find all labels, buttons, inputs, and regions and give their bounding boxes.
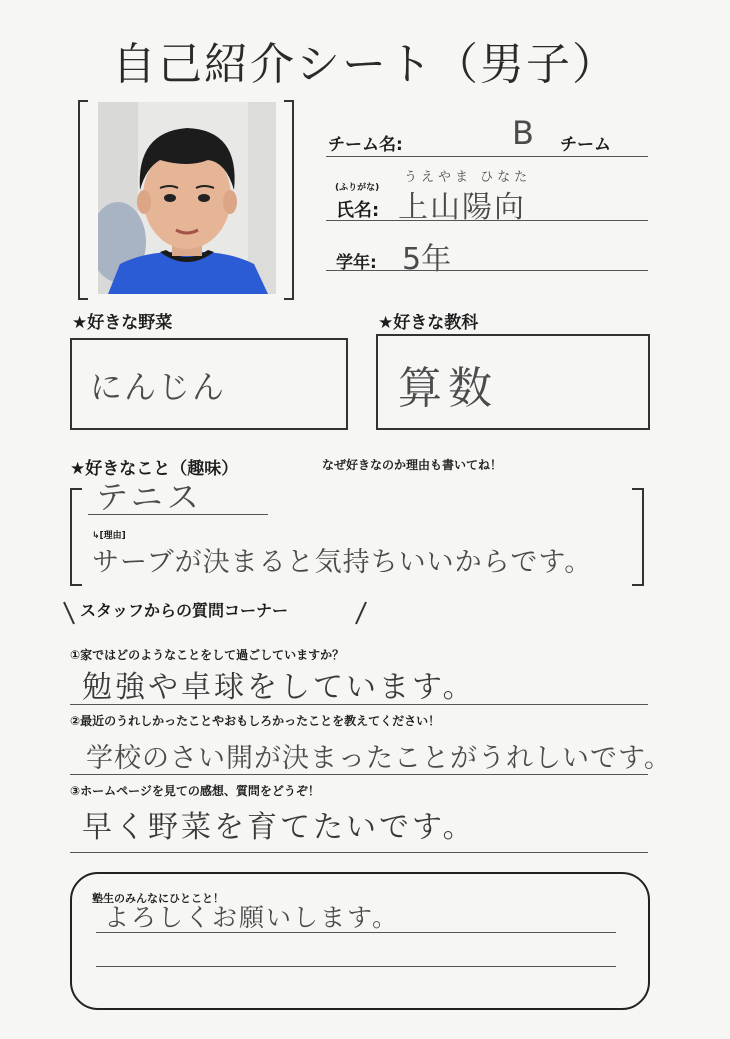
- name-label: 氏名:: [336, 200, 380, 221]
- portrait-photo: [98, 102, 276, 294]
- furigana-value: うえやま ひなた: [404, 170, 532, 185]
- message-label: 塾生のみんなにひとこと！: [92, 892, 224, 905]
- favorite-vegetable-label: ★好きな野菜: [72, 313, 173, 333]
- favorite-subject-label: ★好きな教科: [378, 313, 479, 333]
- question-3: ③ホームページを見ての感想、質問をどうぞ！: [70, 784, 320, 798]
- hobby-bracket-right: [632, 488, 644, 586]
- grade-label: 学年:: [336, 253, 377, 273]
- hobby-value: テニス: [96, 478, 203, 516]
- hobby-label: ★好きなこと（趣味）: [70, 459, 239, 479]
- team-label: チーム名:: [328, 135, 403, 155]
- furigana-label: (ふりがな): [335, 183, 380, 193]
- grade-value: 5年: [402, 242, 452, 277]
- answer-1: 勉強や卓球をしています。: [82, 670, 476, 705]
- favorite-vegetable-value: にんじん: [90, 368, 227, 406]
- favorite-subject-value: 算数: [398, 363, 498, 414]
- team-value: B: [512, 114, 534, 152]
- team-suffix: チーム: [560, 135, 611, 155]
- question-1: ①家ではどのようなことをして過ごしていますか？: [70, 648, 345, 662]
- answer-2: 学校のさい開が決まったことがうれしいです。: [86, 743, 672, 774]
- hobby-reason-label: ↳[理由]: [92, 531, 126, 541]
- page-title: 自己紹介シート（男子）: [112, 39, 618, 90]
- hobby-reason-value: サーブが決まると気持ちいいからです。: [92, 547, 593, 578]
- staff-corner-title: スタッフからの質問コーナー: [80, 601, 289, 620]
- hobby-note: なぜ好きなのか理由も書いてね！: [322, 458, 503, 472]
- hobby-bracket-left: [70, 488, 82, 586]
- question-2: ②最近のうれしかったことやおもしろかったことを教えてください！: [70, 714, 441, 728]
- name-value: 上山陽向: [398, 190, 526, 225]
- message-value: よろしくお願いします。: [104, 903, 400, 932]
- answer-3: 早く野菜を育てたいです。: [82, 810, 476, 845]
